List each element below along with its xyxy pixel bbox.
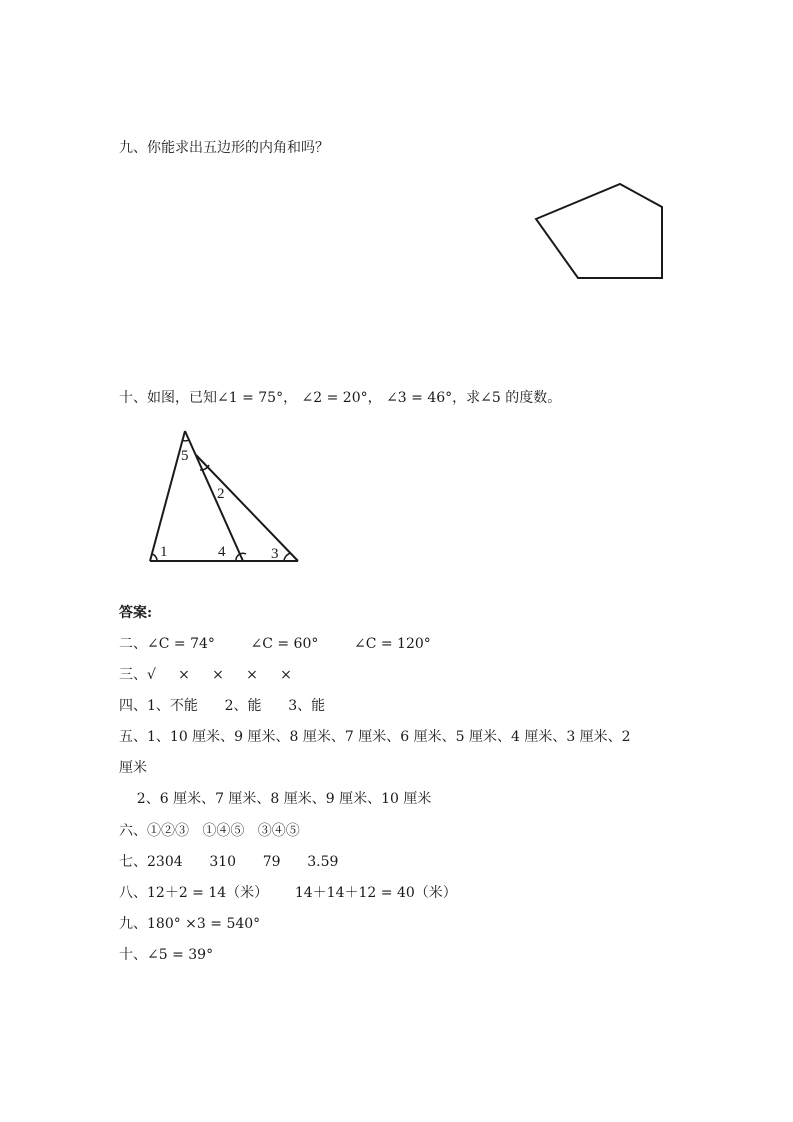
- angle-label-4: 4: [218, 544, 226, 560]
- triangle-figure: [140, 420, 310, 570]
- answer-line: 七、2304 310 79 3.59: [119, 854, 339, 870]
- answer-line: 厘米: [119, 760, 147, 776]
- angle-label-2: 2: [217, 486, 225, 502]
- answer-line: 六、①②③ ①④⑤ ③④⑤: [119, 823, 300, 839]
- answer-line: 九、180° ×3 = 540°: [119, 916, 261, 932]
- question-10-text: 十、如图，已知∠1 = 75°， ∠2 = 20°， ∠3 = 46°，求∠5 的度数。: [119, 390, 562, 406]
- answer-line: 五、1、10 厘米、9 厘米、8 厘米、7 厘米、6 厘米、5 厘米、4 厘米、3 厘米、2: [119, 729, 631, 745]
- answer-line: 三、√ × × × ×: [119, 667, 292, 683]
- angle-label-1: 1: [160, 544, 168, 560]
- answer-line: 二、∠C = 74° ∠C = 60° ∠C = 120°: [119, 636, 431, 652]
- answers-title: 答案:: [119, 605, 153, 621]
- question-9-text: 九、你能求出五边形的内角和吗？: [119, 140, 329, 156]
- angle-label-5: 5: [181, 448, 189, 464]
- angle-label-3: 3: [271, 546, 279, 562]
- pentagon-figure: [530, 178, 670, 284]
- answer-line: 2、6 厘米、7 厘米、8 厘米、9 厘米、10 厘米: [119, 791, 432, 807]
- answer-line: 十、∠5 = 39°: [119, 947, 214, 963]
- answer-line: 四、1、不能 2、能 3、能: [119, 698, 326, 714]
- answer-line: 八、12＋2 = 14（米） 14＋14＋12 = 40（米）: [119, 885, 457, 901]
